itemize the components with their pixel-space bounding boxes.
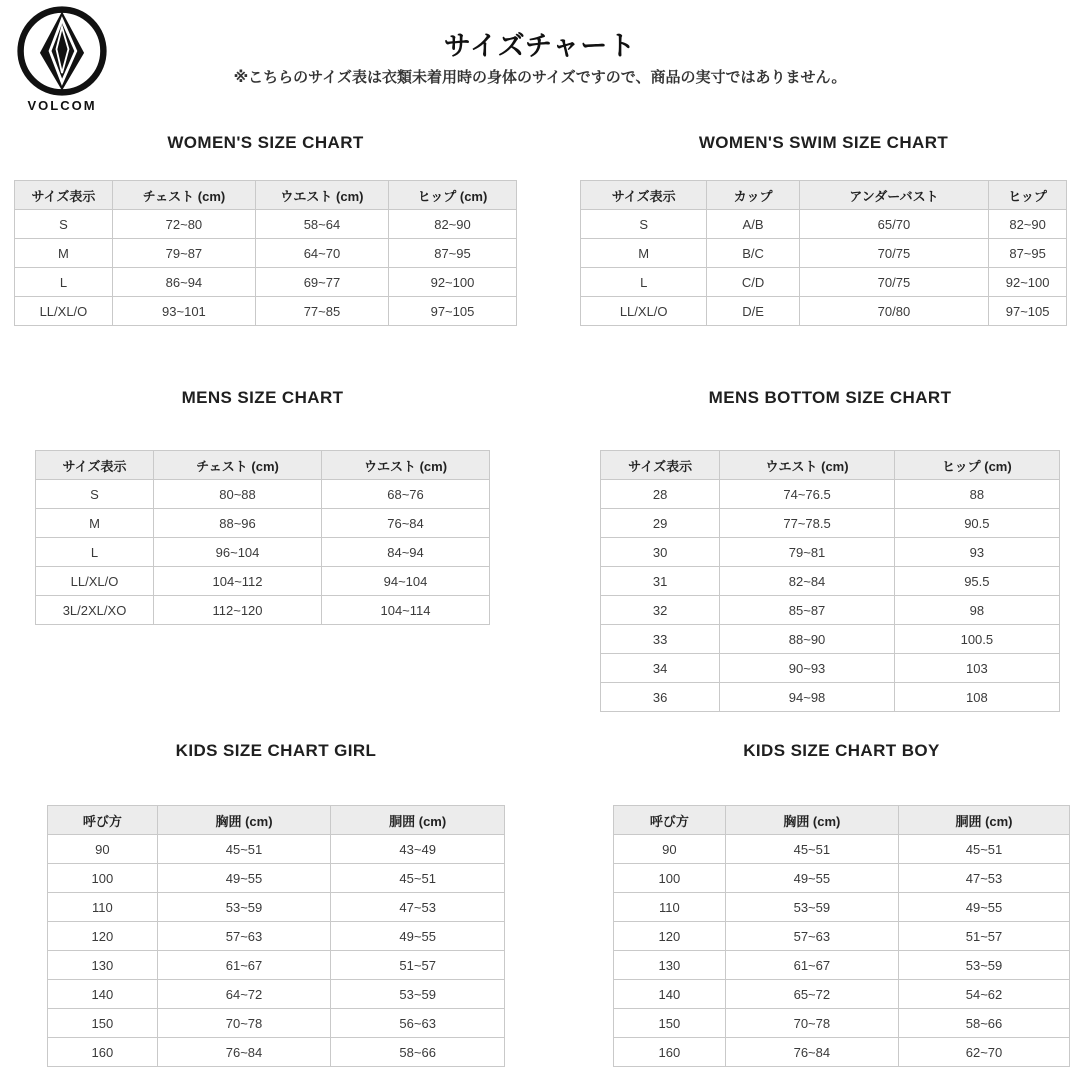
table-cell: 76~84 bbox=[322, 509, 490, 538]
table-cell: 88~90 bbox=[720, 625, 894, 654]
table-cell: 58~66 bbox=[898, 1009, 1069, 1038]
table-cell: 82~84 bbox=[720, 567, 894, 596]
table-cell: A/B bbox=[707, 210, 799, 239]
table-row bbox=[15, 297, 517, 326]
table-cell: 94~104 bbox=[322, 567, 490, 596]
table-cell: 45~51 bbox=[898, 835, 1069, 864]
table-cell: 88~96 bbox=[154, 509, 322, 538]
table-cell: 28 bbox=[601, 480, 720, 509]
table-cell: 103 bbox=[894, 654, 1059, 683]
column-header: チェスト (cm) bbox=[154, 451, 322, 480]
table-cell: 76~84 bbox=[725, 1038, 898, 1067]
table-cell: 160 bbox=[614, 1038, 726, 1067]
table-row bbox=[15, 239, 517, 268]
table-cell: 82~90 bbox=[388, 210, 516, 239]
table-cell: 77~85 bbox=[255, 297, 388, 326]
table-cell: 87~95 bbox=[989, 239, 1067, 268]
header-row bbox=[36, 451, 490, 480]
table-cell: 53~59 bbox=[725, 893, 898, 922]
table-cell: 47~53 bbox=[898, 864, 1069, 893]
column-header: サイズ表示 bbox=[36, 451, 154, 480]
table-row bbox=[48, 835, 505, 864]
table-cell: 47~53 bbox=[331, 893, 505, 922]
mens-size-table bbox=[35, 450, 490, 625]
table-cell: 130 bbox=[614, 951, 726, 980]
section-title: KIDS SIZE CHART BOY bbox=[743, 741, 940, 760]
column-header: 胴囲 (cm) bbox=[331, 806, 505, 835]
column-header: 呼び方 bbox=[48, 806, 158, 835]
section-title: KIDS SIZE CHART GIRL bbox=[175, 741, 377, 760]
table-cell: 94~98 bbox=[720, 683, 894, 712]
table-cell: C/D bbox=[707, 268, 799, 297]
table-cell: 84~94 bbox=[322, 538, 490, 567]
table-row bbox=[601, 683, 1060, 712]
table-row bbox=[614, 922, 1070, 951]
table-row bbox=[36, 480, 490, 509]
table-cell: 64~72 bbox=[157, 980, 331, 1009]
table-row bbox=[601, 509, 1060, 538]
table-cell: 80~88 bbox=[154, 480, 322, 509]
table-cell: 160 bbox=[48, 1038, 158, 1067]
column-header: 胸囲 (cm) bbox=[725, 806, 898, 835]
table-cell: 98 bbox=[894, 596, 1059, 625]
table-cell: 45~51 bbox=[725, 835, 898, 864]
table-cell: S bbox=[581, 210, 707, 239]
table-cell: 34 bbox=[601, 654, 720, 683]
table-cell: 70~78 bbox=[157, 1009, 331, 1038]
table-cell: 90.5 bbox=[894, 509, 1059, 538]
table-cell: 104~114 bbox=[322, 596, 490, 625]
table-cell: 53~59 bbox=[331, 980, 505, 1009]
table-cell: 104~112 bbox=[154, 567, 322, 596]
section-womens-swim-size-chart bbox=[580, 133, 1067, 326]
table-cell: 49~55 bbox=[725, 864, 898, 893]
table-row bbox=[601, 480, 1060, 509]
table-cell: 100.5 bbox=[894, 625, 1059, 654]
table-row bbox=[15, 210, 517, 239]
column-header: チェスト (cm) bbox=[112, 181, 255, 210]
section-mens-bottom-size-chart bbox=[600, 388, 1060, 712]
column-header: カップ bbox=[707, 181, 799, 210]
table-cell: 150 bbox=[48, 1009, 158, 1038]
section-title: MENS BOTTOM SIZE CHART bbox=[708, 388, 952, 407]
column-header: ヒップ bbox=[989, 181, 1067, 210]
table-cell: 110 bbox=[48, 893, 158, 922]
table-row bbox=[36, 567, 490, 596]
table-cell: 49~55 bbox=[898, 893, 1069, 922]
table-cell: LL/XL/O bbox=[36, 567, 154, 596]
table-cell: 97~105 bbox=[388, 297, 516, 326]
table-row bbox=[601, 567, 1060, 596]
table-cell: 29 bbox=[601, 509, 720, 538]
table-cell: 57~63 bbox=[725, 922, 898, 951]
section-title: WOMEN'S SIZE CHART bbox=[167, 133, 364, 152]
section-womens-size-chart bbox=[14, 133, 517, 326]
column-header: ウエスト (cm) bbox=[322, 451, 490, 480]
kids-boy-size-table bbox=[613, 805, 1070, 1067]
section-mens-size-chart bbox=[35, 388, 490, 625]
table-cell: 100 bbox=[614, 864, 726, 893]
table-cell: 70/75 bbox=[799, 239, 989, 268]
womens-size-table bbox=[14, 180, 517, 326]
page-title: サイズチャート bbox=[443, 31, 637, 61]
table-cell: L bbox=[36, 538, 154, 567]
table-cell: 31 bbox=[601, 567, 720, 596]
table-cell: 96~104 bbox=[154, 538, 322, 567]
table-cell: S bbox=[36, 480, 154, 509]
section-title: MENS SIZE CHART bbox=[181, 388, 344, 407]
table-row bbox=[614, 1038, 1070, 1067]
table-cell: 58~64 bbox=[255, 210, 388, 239]
table-cell: 54~62 bbox=[898, 980, 1069, 1009]
womens-swim-size-table bbox=[580, 180, 1067, 326]
table-row bbox=[36, 538, 490, 567]
table-cell: M bbox=[15, 239, 113, 268]
table-cell: 61~67 bbox=[157, 951, 331, 980]
table-cell: 62~70 bbox=[898, 1038, 1069, 1067]
column-header: ウエスト (cm) bbox=[720, 451, 894, 480]
column-header: 胴囲 (cm) bbox=[898, 806, 1069, 835]
table-cell: 120 bbox=[48, 922, 158, 951]
table-row bbox=[48, 1038, 505, 1067]
table-cell: LL/XL/O bbox=[15, 297, 113, 326]
table-cell: 65~72 bbox=[725, 980, 898, 1009]
table-cell: 90~93 bbox=[720, 654, 894, 683]
column-header: アンダーバスト bbox=[799, 181, 989, 210]
column-header: ヒップ (cm) bbox=[388, 181, 516, 210]
table-cell: 70/75 bbox=[799, 268, 989, 297]
header-row bbox=[601, 451, 1060, 480]
table-cell: 77~78.5 bbox=[720, 509, 894, 538]
table-cell: 3L/2XL/XO bbox=[36, 596, 154, 625]
table-cell: 32 bbox=[601, 596, 720, 625]
table-cell: 51~57 bbox=[898, 922, 1069, 951]
table-cell: D/E bbox=[707, 297, 799, 326]
table-cell: 93~101 bbox=[112, 297, 255, 326]
table-cell: 130 bbox=[48, 951, 158, 980]
table-row bbox=[614, 893, 1070, 922]
column-header: 呼び方 bbox=[614, 806, 726, 835]
table-cell: 61~67 bbox=[725, 951, 898, 980]
header-row bbox=[614, 806, 1070, 835]
table-row bbox=[601, 654, 1060, 683]
table-cell: 70~78 bbox=[725, 1009, 898, 1038]
column-header: サイズ表示 bbox=[15, 181, 113, 210]
table-cell: 36 bbox=[601, 683, 720, 712]
header-row bbox=[581, 181, 1067, 210]
table-row bbox=[614, 951, 1070, 980]
table-row bbox=[581, 210, 1067, 239]
header-row bbox=[15, 181, 517, 210]
table-cell: 90 bbox=[614, 835, 726, 864]
table-cell: 112~120 bbox=[154, 596, 322, 625]
table-cell: 72~80 bbox=[112, 210, 255, 239]
table-cell: 140 bbox=[614, 980, 726, 1009]
table-cell: 92~100 bbox=[388, 268, 516, 297]
table-cell: 93 bbox=[894, 538, 1059, 567]
table-cell: 82~90 bbox=[989, 210, 1067, 239]
table-cell: 150 bbox=[614, 1009, 726, 1038]
header-row bbox=[48, 806, 505, 835]
table-cell: 45~51 bbox=[157, 835, 331, 864]
table-cell: 74~76.5 bbox=[720, 480, 894, 509]
table-cell: 53~59 bbox=[898, 951, 1069, 980]
table-cell: 45~51 bbox=[331, 864, 505, 893]
table-cell: 30 bbox=[601, 538, 720, 567]
table-cell: M bbox=[581, 239, 707, 268]
table-row bbox=[614, 980, 1070, 1009]
table-row bbox=[48, 1009, 505, 1038]
table-cell: 53~59 bbox=[157, 893, 331, 922]
table-cell: L bbox=[15, 268, 113, 297]
table-cell: 68~76 bbox=[322, 480, 490, 509]
section-kids-size-chart-boy bbox=[613, 741, 1070, 1067]
table-cell: L bbox=[581, 268, 707, 297]
table-row bbox=[614, 835, 1070, 864]
table-row bbox=[581, 239, 1067, 268]
table-row bbox=[601, 596, 1060, 625]
table-cell: 90 bbox=[48, 835, 158, 864]
table-cell: 49~55 bbox=[157, 864, 331, 893]
table-cell: 58~66 bbox=[331, 1038, 505, 1067]
table-cell: 92~100 bbox=[989, 268, 1067, 297]
table-row bbox=[601, 538, 1060, 567]
table-cell: 69~77 bbox=[255, 268, 388, 297]
table-row bbox=[614, 864, 1070, 893]
table-row bbox=[36, 509, 490, 538]
page-note: ※こちらのサイズ表は衣類未着用時の身体のサイズですので、商品の実寸ではありません。 bbox=[233, 69, 847, 86]
table-cell: 49~55 bbox=[331, 922, 505, 951]
table-cell: 33 bbox=[601, 625, 720, 654]
table-cell: 85~87 bbox=[720, 596, 894, 625]
section-title: WOMEN'S SWIM SIZE CHART bbox=[698, 133, 949, 152]
table-cell: 57~63 bbox=[157, 922, 331, 951]
table-cell: 108 bbox=[894, 683, 1059, 712]
table-cell: 70/80 bbox=[799, 297, 989, 326]
table-row bbox=[48, 980, 505, 1009]
brand-wordmark: VOLCOM bbox=[27, 98, 97, 113]
table-row bbox=[601, 625, 1060, 654]
table-cell: 87~95 bbox=[388, 239, 516, 268]
table-row bbox=[48, 893, 505, 922]
table-cell: 97~105 bbox=[989, 297, 1067, 326]
section-kids-size-chart-girl bbox=[47, 741, 505, 1067]
table-cell: 79~87 bbox=[112, 239, 255, 268]
table-cell: 140 bbox=[48, 980, 158, 1009]
table-cell: 65/70 bbox=[799, 210, 989, 239]
kids-girl-size-table bbox=[47, 805, 505, 1067]
table-row bbox=[581, 297, 1067, 326]
table-cell: 110 bbox=[614, 893, 726, 922]
column-header: 胸囲 (cm) bbox=[157, 806, 331, 835]
table-row bbox=[614, 1009, 1070, 1038]
table-row bbox=[48, 864, 505, 893]
table-row bbox=[581, 268, 1067, 297]
table-cell: B/C bbox=[707, 239, 799, 268]
table-cell: S bbox=[15, 210, 113, 239]
table-cell: 100 bbox=[48, 864, 158, 893]
table-cell: 76~84 bbox=[157, 1038, 331, 1067]
mens-bottom-size-table bbox=[600, 450, 1060, 712]
table-cell: 95.5 bbox=[894, 567, 1059, 596]
table-cell: LL/XL/O bbox=[581, 297, 707, 326]
column-header: サイズ表示 bbox=[581, 181, 707, 210]
table-cell: M bbox=[36, 509, 154, 538]
table-row bbox=[36, 596, 490, 625]
table-cell: 43~49 bbox=[331, 835, 505, 864]
table-row bbox=[48, 951, 505, 980]
table-cell: 88 bbox=[894, 480, 1059, 509]
table-row bbox=[15, 268, 517, 297]
column-header: ウエスト (cm) bbox=[255, 181, 388, 210]
table-cell: 56~63 bbox=[331, 1009, 505, 1038]
column-header: サイズ表示 bbox=[601, 451, 720, 480]
table-cell: 120 bbox=[614, 922, 726, 951]
table-cell: 64~70 bbox=[255, 239, 388, 268]
table-row bbox=[48, 922, 505, 951]
table-cell: 51~57 bbox=[331, 951, 505, 980]
column-header: ヒップ (cm) bbox=[894, 451, 1059, 480]
table-cell: 86~94 bbox=[112, 268, 255, 297]
table-cell: 79~81 bbox=[720, 538, 894, 567]
